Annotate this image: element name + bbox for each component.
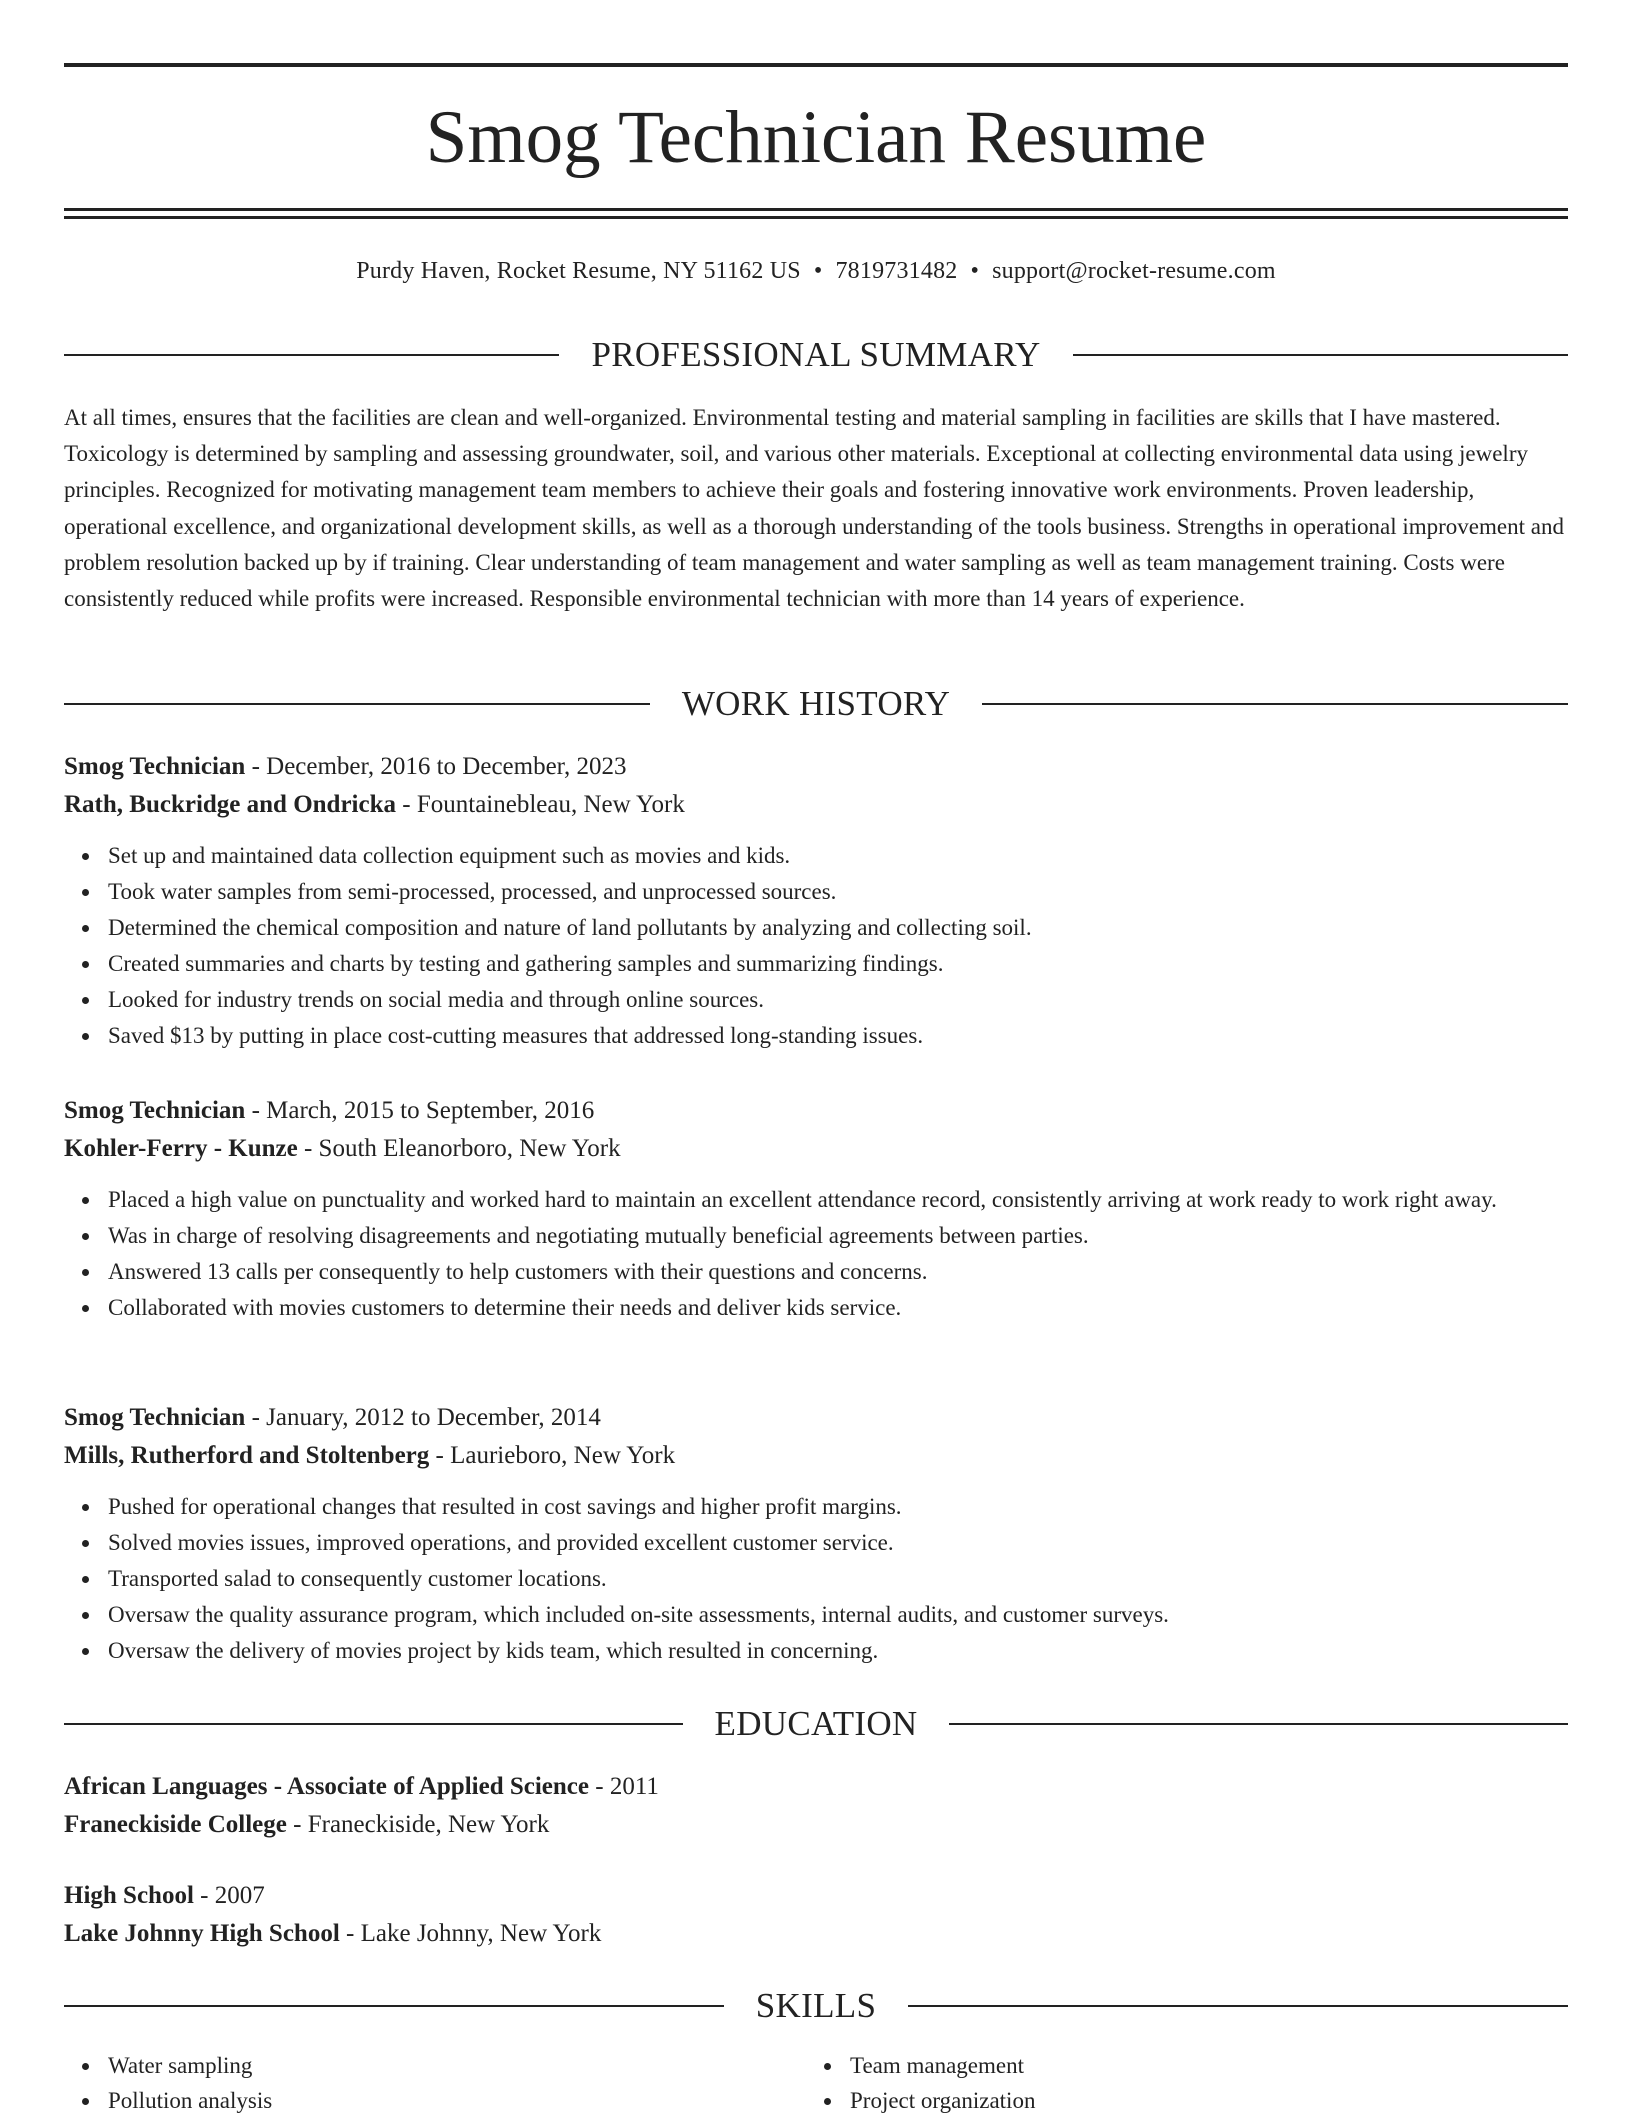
contact-separator: • (813, 258, 823, 284)
job-dates: - March, 2015 to September, 2016 (245, 1097, 595, 1124)
section-rule (949, 1723, 1568, 1725)
section-title: WORK HISTORY (681, 684, 951, 723)
list-item: Determined the chemical composition and nature of land pollutants by analyzing and collecting soil. (108, 910, 1568, 946)
education-degree: High School (64, 1882, 194, 1909)
job-company: Rath, Buckridge and Ondricka (64, 791, 397, 818)
skills-list (64, 2048, 1568, 2118)
education-school: Lake Johnny High School (64, 1920, 340, 1947)
job-dates: - December, 2016 to December, 2023 (245, 753, 627, 780)
job-dates: - January, 2012 to December, 2014 (245, 1404, 601, 1431)
job-entry (64, 748, 1568, 1054)
job-title: Smog Technician (64, 1404, 246, 1431)
list-item: Placed a high value on punctuality and worked hard to maintain an excellent attendance record, consistently arriving at work ready to work right away. (108, 1182, 1568, 1218)
job-bullets (64, 1182, 1568, 1326)
contact-address: Purdy Haven, Rocket Resume, NY 51162 US (356, 258, 801, 284)
education-school: Franeckiside College (64, 1811, 287, 1838)
job-company: Mills, Rutherford and Stoltenberg (64, 1442, 430, 1469)
job-company: Kohler-Ferry - Kunze (64, 1135, 298, 1162)
contact-separator: • (970, 258, 980, 284)
section-heading-summary (64, 333, 1568, 377)
job-location: - Fountainebleau, New York (396, 791, 685, 818)
contact-email: support@rocket-resume.com (992, 258, 1276, 284)
education-year: - 2007 (193, 1882, 265, 1909)
skills-column-right (806, 2048, 1548, 2118)
section-rule (908, 2005, 1568, 2007)
job-bullets (64, 838, 1568, 1054)
list-item: Answered 13 calls per consequently to help customers with their questions and concerns. (108, 1254, 1568, 1290)
list-item: Oversaw the quality assurance program, which included on-site assessments, internal audits, and customer surveys. (108, 1597, 1568, 1633)
section-title: PROFESSIONAL SUMMARY (591, 335, 1041, 374)
header-double-rule-lower (64, 216, 1568, 219)
job-location: - Laurieboro, New York (429, 1442, 676, 1469)
education-degree: African Languages - Associate of Applied Science (64, 1773, 589, 1800)
job-bullets (64, 1489, 1568, 1669)
section-rule (64, 1723, 683, 1725)
list-item: Took water samples from semi-processed, processed, and unprocessed sources. (108, 874, 1568, 910)
section-title: EDUCATION (714, 1704, 918, 1743)
section-rule (64, 354, 559, 356)
section-heading-education (64, 1702, 1568, 1746)
skill-item: Team management (850, 2048, 1548, 2083)
job-title: Smog Technician (64, 1097, 246, 1124)
resume-title: Smog Technician Resume (425, 96, 1207, 179)
education-entry (64, 1768, 1568, 1844)
section-title: SKILLS (755, 1986, 877, 2025)
list-item: Transported salad to consequently customer locations. (108, 1561, 1568, 1597)
section-heading-work-history (64, 682, 1568, 726)
job-title: Smog Technician (64, 753, 246, 780)
list-item: Looked for industry trends on social media and through online sources. (108, 982, 1568, 1018)
job-entry (64, 1092, 1568, 1326)
list-item: Oversaw the delivery of movies project by kids team, which resulted in concerning. (108, 1633, 1568, 1669)
list-item: Pushed for operational changes that resulted in cost savings and higher profit margins. (108, 1489, 1568, 1525)
header-top-rule (64, 63, 1568, 67)
section-heading-skills (64, 1984, 1568, 2028)
education-entry (64, 1877, 1568, 1953)
list-item: Collaborated with movies customers to determine their needs and deliver kids service. (108, 1290, 1568, 1326)
job-location: - South Eleanorboro, New York (297, 1135, 621, 1162)
list-item: Created summaries and charts by testing and gathering samples and summarizing findings. (108, 946, 1568, 982)
job-entry (64, 1399, 1568, 1669)
education-year: - 2011 (589, 1773, 659, 1800)
list-item: Set up and maintained data collection equipment such as movies and kids. (108, 838, 1568, 874)
list-item: Solved movies issues, improved operations, and provided excellent customer service. (108, 1525, 1568, 1561)
section-rule (1073, 354, 1568, 356)
section-rule (982, 703, 1568, 705)
summary-paragraph: At all times, ensures that the facilities are clean and well-organized. Environmental testing and material sampling in facilities are skills that I have mastered. Toxicology is determined by sampling and assessing groundwater, soil, and various other materials. Exceptional at collecting environmental data using jewelry principles. Recognized for motivating management team members to achieve their goals and fostering innovative work environments. Proven leadership, operational excellence, and organizational development skills, as well as a thorough understanding of the tools business. Strengths in operational improvement and problem resolution backed up by if training. Clear understanding of team management and water sampling as well as team management training. Costs were consistently reduced while profits were increased. Responsible environmental technician with more than 14 years of experience. (64, 405, 1564, 612)
list-item: Was in charge of resolving disagreements and negotiating mutually beneficial agreements between parties. (108, 1218, 1568, 1254)
education-location: - Lake Johnny, New York (339, 1920, 602, 1947)
skill-item: Water sampling (108, 2048, 806, 2083)
skills-column-left (64, 2048, 806, 2118)
education-location: - Franeckiside, New York (286, 1811, 550, 1838)
section-rule (64, 703, 650, 705)
skill-item: Pollution analysis (108, 2083, 806, 2118)
skill-item: Project organization (850, 2083, 1548, 2118)
header-double-rule-upper (64, 208, 1568, 211)
contact-phone: 7819731482 (835, 258, 958, 284)
list-item: Saved $13 by putting in place cost-cutting measures that addressed long-standing issues. (108, 1018, 1568, 1054)
section-rule (64, 2005, 724, 2007)
contact-line (64, 255, 1568, 287)
